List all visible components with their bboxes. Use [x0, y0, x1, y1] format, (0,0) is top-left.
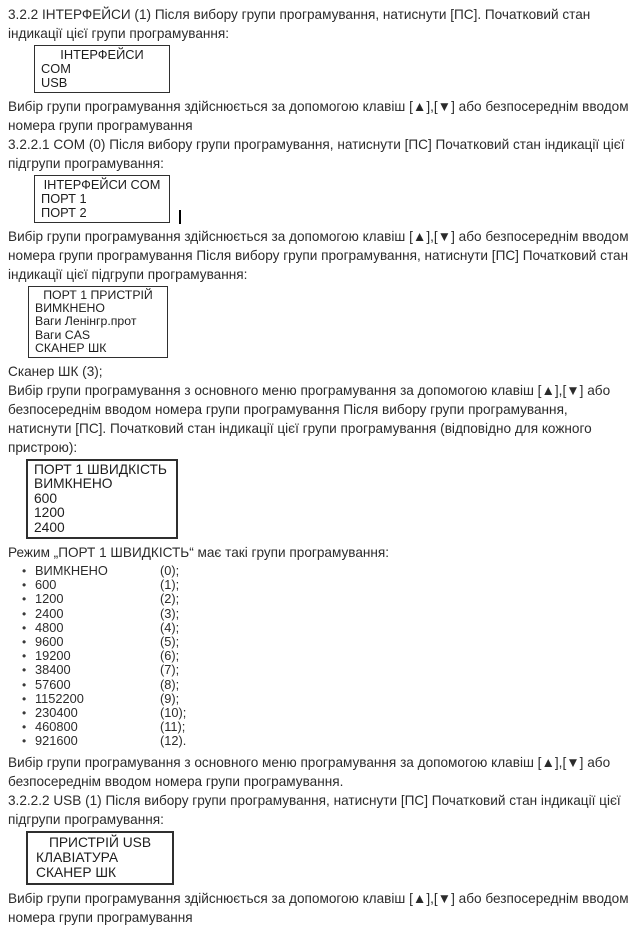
list-item-code: (6); — [160, 648, 180, 664]
list-item — [22, 607, 631, 621]
lcd-line: СКАНЕР ШК — [36, 865, 117, 881]
bullet-icon: • — [22, 691, 27, 706]
lcd-line: ВИМКНЕНО — [35, 301, 105, 316]
lcd-line: КЛАВІАТУРА — [36, 849, 119, 865]
list-item — [22, 734, 631, 748]
lcd-line: Ваги CAS — [35, 327, 91, 342]
list-item-code: (5); — [160, 634, 180, 650]
list-item-code: (12). — [160, 733, 187, 749]
bullet-icon: • — [22, 677, 27, 692]
lcd-line: 1200 — [34, 505, 65, 521]
list-item-label: 921600 — [35, 733, 78, 749]
list-item-label: 19200 — [35, 648, 71, 664]
list-item — [22, 678, 631, 692]
paragraph-mode-heading: Режим „ПОРТ 1 ШВИДКІСТЬ“ має такі групи програмування: — [8, 545, 390, 561]
lcd-line: ІНТЕРФЕЙСИ — [60, 47, 144, 62]
list-item-code: (7); — [160, 662, 180, 678]
lcd-display-port1-device — [28, 286, 168, 358]
list-item-label: 9600 — [35, 634, 64, 650]
list-item — [22, 706, 631, 720]
speed-options-list — [8, 564, 631, 749]
paragraph-select-group: Вибір групи програмування здійснюється за допомогою клавіш [▲],[▼] або безпосереднім вводом номера групи програмування — [8, 99, 629, 133]
lcd-display-interfaces-com-wrap — [8, 173, 170, 227]
list-item-code: (11); — [160, 719, 186, 735]
bullet-icon: • — [22, 620, 27, 635]
paragraph-scanner: Сканер ШК (3); — [8, 364, 103, 380]
lcd-line: ПОРТ 1 ПРИСТРІЙ — [43, 288, 153, 302]
list-item — [22, 564, 631, 578]
list-item-code: (2); — [160, 591, 180, 607]
list-item — [22, 578, 631, 592]
list-item-code: (8); — [160, 676, 180, 692]
bullet-icon: • — [22, 592, 27, 607]
lcd-line: ПОРТ 1 ШВИДКІСТЬ — [34, 462, 167, 478]
paragraph-select-from-menu: Вибір групи програмування з основного меню програмування за допомогою клавіш [▲],[▼] або безпосереднім вводом номера групи програмування Після вибору групи програмування, натиснути [ПС]. Початковий стан індикації цієї групи програмування (відповідно для кожного пристрою): — [8, 383, 611, 456]
list-item-code: (10); — [160, 705, 187, 721]
list-item-code: (9); — [160, 690, 180, 706]
lcd-line: USB — [41, 75, 68, 90]
lcd-display-port1-speed — [26, 459, 178, 539]
document-page[interactable] — [8, 5, 631, 927]
lcd-line: ІНТЕРФЕЙСИ COM — [43, 177, 161, 192]
bullet-icon: • — [22, 663, 27, 678]
list-item — [22, 692, 631, 706]
list-item-label: 38400 — [35, 662, 71, 678]
list-item-label: 2400 — [35, 605, 64, 621]
bullet-icon: • — [22, 606, 27, 621]
lcd-line: Ваги Ленінгр.прот — [35, 314, 137, 329]
list-item-label: 1152200 — [35, 690, 84, 706]
bullet-icon: • — [22, 649, 27, 664]
lcd-line: 600 — [34, 490, 58, 506]
lcd-line: ПОРТ 2 — [41, 205, 87, 220]
list-item-label: 460800 — [35, 719, 78, 735]
text-cursor — [179, 210, 181, 224]
list-item-code: (1); — [160, 577, 180, 593]
paragraph-section-3-2-2-1: 3.2.2.1 COM (0) Після вибору групи програмування, натиснути [ПС] Початковий стан індикації цієї підгрупи програмування: — [8, 137, 625, 171]
bullet-icon: • — [22, 564, 27, 579]
bullet-icon: • — [22, 635, 27, 650]
list-item-label: 230400 — [35, 705, 78, 721]
list-item-label: 4800 — [35, 619, 64, 635]
lcd-display-interfaces-com — [34, 175, 170, 223]
bullet-icon: • — [22, 578, 27, 593]
bullet-icon: • — [22, 706, 27, 721]
paragraph-select-subgroup: Вибір групи програмування здійснюється за допомогою клавіш [▲],[▼] або безпосереднім вводом номера групи програмування Після вибору групи програмування, натиснути [ПС] Початковий стан індикації цієї підгрупи програмування: — [8, 229, 629, 282]
list-item — [22, 663, 631, 677]
paragraph-section-3-2-2-2: 3.2.2.2 USB (1) Після вибору групи програмування, натиснути [ПС] Початковий стан індикації цієї підгрупи програмування: — [8, 792, 621, 827]
list-item-label: ВИМКНЕНО — [35, 563, 108, 579]
list-item-label: 600 — [35, 577, 57, 593]
list-item — [22, 635, 631, 649]
list-item-code: (4); — [160, 619, 180, 635]
bullet-icon: • — [22, 734, 27, 749]
lcd-line: 2400 — [34, 519, 65, 535]
lcd-line: ВИМКНЕНО — [34, 476, 113, 492]
lcd-line: COM — [41, 61, 71, 76]
bullet-icon: • — [22, 720, 27, 735]
lcd-line: ПРИСТРІЙ USB — [48, 834, 152, 850]
paragraph-select-from-menu-2: Вибір групи програмування з основного меню програмування за допомогою клавіш [▲],[▼] або безпосереднім вводом номера групи програмування. — [8, 754, 611, 789]
lcd-display-usb-device — [26, 831, 174, 885]
list-item — [22, 621, 631, 635]
list-item-code: (0); — [160, 563, 180, 579]
list-item-label: 1200 — [35, 591, 64, 607]
list-item — [22, 720, 631, 734]
paragraph-select-group-2: Вибір групи програмування здійснюється за допомогою клавіш [▲],[▼] або безпосереднім вводом номера групи програмування — [8, 890, 629, 925]
list-item — [22, 649, 631, 663]
list-item-code: (3); — [160, 605, 180, 621]
lcd-line: СКАНЕР ШК — [35, 340, 107, 355]
list-item — [22, 592, 631, 606]
list-item-label: 57600 — [35, 676, 71, 692]
lcd-display-interfaces — [34, 45, 170, 93]
lcd-line: ПОРТ 1 — [41, 191, 87, 206]
paragraph-section-3-2-2: 3.2.2 ІНТЕРФЕЙСИ (1) Після вибору групи програмування, натиснути [ПС]. Початковий стан індикації цієї групи програмування: — [8, 7, 591, 41]
